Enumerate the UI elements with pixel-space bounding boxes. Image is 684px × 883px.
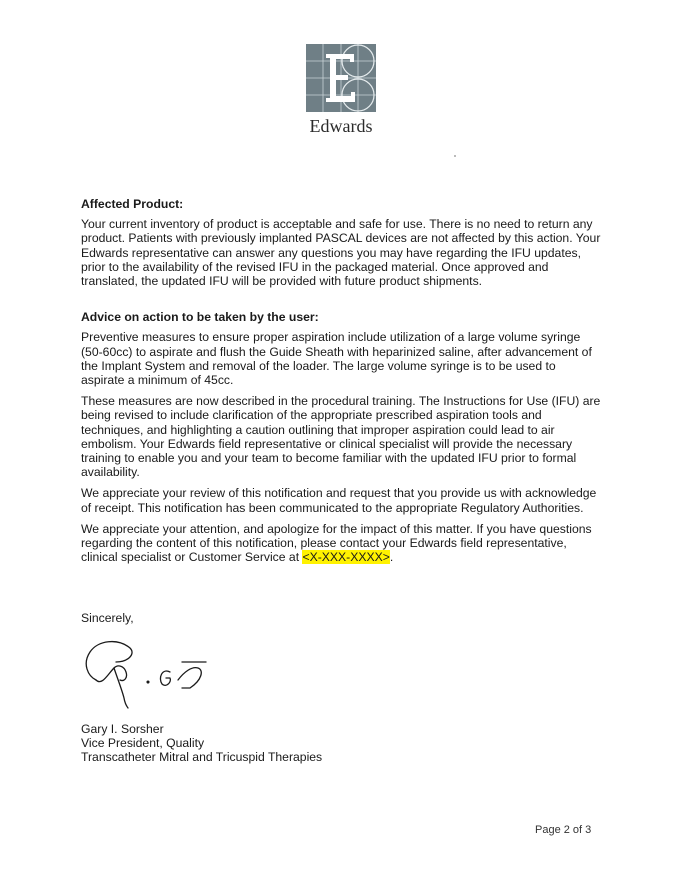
contact-text: We appreciate your attention, and apologize for the impact of this matter. If you have questions regarding the content of this notification, please contact your Edwards field representative, clinical specialist or Customer Service at	[81, 521, 592, 565]
page-number: Page 2 of 3	[535, 824, 592, 836]
brand-name: Edwards	[309, 116, 373, 136]
advice-paragraph-2: These measures are now described in the procedural training. The Instructions for Use (IFU) are being revised to include clarification of the appropriate prescribed aspiration tools and techniques, and highlighting a caution outlining that improper aspiration could lead to air embolism. Your Edwards field representative or clinical specialist will provide the necessary training to enable you and your team to become familiar with the updated IFU prior to formal availability.	[81, 394, 601, 480]
affected-product-paragraph: Your current inventory of product is acceptable and safe for use. There is no need to return any product. Patients with previously implanted PASCAL devices are not affected by this action. Your Edwards representative can answer any questions you may have regarding the IFU updates, prior to the availability of the revised IFU in the packaged material. Once approved and translated, the updated IFU will be provided with future product shipments.	[81, 217, 601, 289]
signer-block	[81, 722, 322, 765]
advice-paragraph-4	[81, 522, 601, 565]
contact-end: .	[389, 550, 394, 565]
edwards-e-logo-icon	[306, 44, 376, 112]
signer-title: Vice President, Quality	[81, 736, 205, 751]
advice-paragraph-3: We appreciate your review of this notification and request that you provide us with acknowledge of receipt. This notification has been communicated to the appropriate Regulatory Authorities.	[81, 486, 597, 515]
closing: Sincerely,	[81, 611, 134, 625]
signature	[78, 634, 218, 710]
affected-product-heading: Affected Product:	[81, 197, 184, 211]
letter-body	[81, 197, 601, 571]
advice-paragraph-1: Preventive measures to ensure proper aspiration include utilization of a large volume syringe (50-60cc) to aspirate and flush the Guide Sheath with heparinized saline, after advancement of the Implant System and removal of the loader. The large volume syringe is to be used to aspirate a minimum of 45cc.	[81, 330, 592, 388]
phone-placeholder: <X-XXX-XXXX>	[302, 550, 390, 565]
edwards-logo	[306, 44, 376, 112]
scan-speck	[454, 155, 456, 157]
signer-department: Transcatheter Mitral and Tricuspid Therapies	[81, 750, 323, 765]
signer-name: Gary I. Sorsher	[81, 722, 164, 736]
advice-heading: Advice on action to be taken by the user:	[81, 310, 319, 325]
